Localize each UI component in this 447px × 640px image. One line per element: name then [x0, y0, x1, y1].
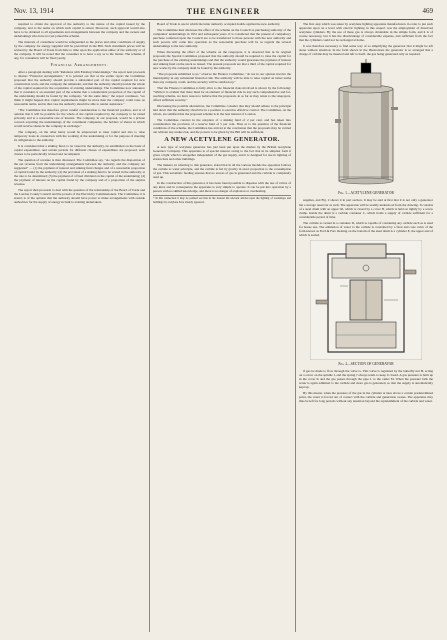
paragraph: The Committee then discusses the effect of the scheme on the Council as purchasing authority of the companies' undertakings in 1931 and subsequent years. It is considered that the present of compulsory purchase conferred upon the Council are to be transferred to those persons with the new authority and such powers will come into operation as the reasonable purchase will be as regards the several undertakings to the new authority. — [153, 27, 291, 49]
column-divider — [149, 22, 150, 632]
generator-illustration — [331, 59, 401, 189]
column-divider — [295, 22, 296, 632]
paragraph: The question of revenue is then discussed. The Committee say, "As regards the disposition of the net revenue from the undertaking arrangements between the authority and the company are suggested" — (1) the payment of interest and sinking fund charges and of a reasonable proportion of capital found by the authority; (2) the provision of a sinking fund to be vested in the authority, at the rate to be determined; (3) the payment of a fixed dividend on the capital of the undertaking; (4) the payment of interest on the capital found by the company and of a proportion of the surplus revenue. — [14, 157, 145, 187]
paragraph: The interests of consumers would be safeguarded as the prices and other conditions of supply by the company for energy supplied will be prescribed in the Bill. Such maximum prices will be revised by the Board of Trade from time to time upon the application either of the authority or of the company. It will be noted that the consumer is to have a say as to the matter. The scheme, if any, for consumers will be fixed yearly. — [14, 39, 145, 61]
paragraph: supplies, and Fig. 2 shows it in part section. It may be said at first that it is not only a generator but a storage reservoir as well. The apparatus will be readily understood from the drawing. It consists of a steel drum with an upper lid, which is closed by a cover B, which is held on tightly by a screw clamp. Inside the drum is a carbide container C, which holds a supply of carbide sufficient for a considerable period of time. — [299, 198, 433, 219]
paragraph: It is considered that a sinking fund, to be vested in the authority, be established on the basis of capital expenditure, and certain periods for different classes of expenditure are proposed, such classes to be periodically revised and recomputed. — [14, 143, 145, 157]
paragraph: Discussing the possible alternatives, the Committee consider that they should adhere to the principle laid down that the authority should be in a position to exercise effective control. The Committee, on the whole, are satisfied that the proposed scheme is in the best interest of London. — [153, 103, 291, 116]
figure-1-generator-exterior — [331, 59, 401, 189]
paragraph: By this means, when the pressure of the gas in the cylinder A rises above a certain predetermined point, the water is forced out of contact with the carbide and generation ceases. The apparatus may thus be left for long periods without any attention beyond the replenishment of the carbide and water. — [299, 391, 433, 404]
figure-1-caption: Fig. 1—ACETYLENE GENERATOR — [338, 191, 394, 196]
paragraph: It was therefore necessary to find some way of so simplifying the generator that it might be left alone without attention. In the form shown in the illustrations the generator is so arranged that a charge of carbide may be inserted and left to itself, the gas being generated only as required. — [299, 44, 433, 57]
paragraph: required to obtain the approval of the authority to the nature of the capital issued by the company, and to the terms on which such capital is raised. Moreover, such approval would also have to be obtained to all agreements and arrangements between the company and the owners and undertakings who have not yet joined the scheme. — [14, 22, 145, 39]
journal-title: THE ENGINEER — [186, 7, 261, 16]
paragraph: When discussing the effect of the scheme on the ratepayers, it is observed that in its original proposals the Special Committee proposed that the authority should be required to raise the capital for the purchase of the existing undertakings and that the authority would guarantee the payment of interest and sinking fund on the stock so issued. The present proposals are that a third of the capital required for new works by the company shall be found by the authority. — [153, 49, 291, 71]
paragraph: The report then proceeds to deal with the question of the relationship of the Board of Trade and the London County Council and the powers of the Electricity Commissioners. The Committee, it is stated, is of the opinion that the authority should have power to make arrangements with outside authorities for the supply of energy in bulk to existing undertakers. — [14, 188, 145, 205]
section-drawing — [310, 240, 422, 360]
paragraph: Board of Trade is one in which the latter authority occupied double against the new authority. — [157, 22, 281, 26]
paragraph: The carbide is carried in a container D, which is capable of containing any carbide such as is used for house use. The admission of water to the carbide is controlled by a float and cone valve of the form known as Ford & Farr. Resting on the bottom of the steel drum is a cylinder E, the upper end of which is sealed. — [299, 220, 433, 237]
paragraph: The makers, in referring to this generator, stated that in all the various models the apparatus follows the carbide to water principle, and the carbide is fed by gravity in exact proportion to the consumption of gas. This automatic feeding ensures that no excess of gas is generated and the carbide is completely used up. — [153, 162, 291, 180]
column-2 — [153, 22, 291, 632]
header-rule — [14, 19, 433, 20]
footnote: * In this connection it may be pointed out that in the Journal the relevant articles upon the lighting of workshops and buildings by acetylene have already appeared. — [153, 197, 291, 204]
page-header — [14, 7, 433, 17]
paragraph: The company, on the other hand, would be empowered to raise capital and also to raise temporary loans in connection with the working of the undertaking or for the purpose of meeting its obligations to the authority. — [14, 130, 145, 143]
paragraph: In the construction of this generator, it has been found possible to dispense with the use of valves of any kind, and in consequence the apparatus is very simple to operate. It can be put into operation by a person with no skilled knowledge, and there is no danger of explosion or overheating. — [153, 180, 291, 194]
figure-2-section-drawing — [310, 240, 422, 360]
paragraph: That the Finance Committee is fully alive to the financial risks involved is shown by the following: "While it is evident that there must be an element of financial risk in any such comprehensive and far-reaching scheme, we have reason to believe that the proposals, in so far as they relate to the ratepayers, afford sufficient security." — [153, 85, 291, 102]
section-heading: Financial Arrangements. — [50, 62, 109, 68]
paragraph: The first step which was taken by acetylene lighting apparatus manufacturers in order to put such apparatus upon on a level with electric lighting in this respect was the employment of dissolved acetylene cylinders. By the use of these gas is always obtainable in the simple form, and it is of course necessary, but it has the disadvantage of considerable expense, and sufficient from the fact that the cylinders could not be recharged at home. — [299, 22, 433, 43]
issue-date: Nov. 13, 1914 — [14, 7, 54, 15]
page-number: 469 — [422, 7, 433, 15]
paragraph: "The Committee has therefore given careful consideration to the financial position, and is of opinion that it will be possible for the whole of the capital required by the company to be raised privately and at a reasonable rate of interest. The company, in our proposal, would be a private concern acquiring the undertakings of the constituent companies, the holders of shares in which would receive shares in the company in exchange." — [14, 107, 145, 129]
paragraph: A new type of acetylene generator has just been put upon the market by the British Acetylene Generator Company. This apparatus is of special interest owing to the fact that in its simplest form it gives a light which is altogether independent of the gas supply, and it is designed for use in lighting of station huts and other buildings. — [153, 145, 291, 162]
column-1 — [14, 22, 145, 632]
paragraph: "The proposals submitted to us," observe the Finance Committee, "do not in our opinion involve the municipality in any substantial financial risk. The authority will be able to raise capital on better terms than any company could, and the security will be satisfactory." — [153, 71, 291, 84]
paragraph: if gas be made to flow through the valve G. This valve is regulated by the butterfly nut H, acting on a screw on the spindle I, and the spring J always tends to keep it closed. A gas pressure is built up in the cover K and the gas passes through the pipe L to the outlet M. When the pressure falls the water is again admitted to the carbide and more gas is generated, so that the supply is automatically kept up. — [299, 368, 433, 390]
paragraph: After a paragraph dealing with "Relations with Existing Undertakings," the report next proceeds to discuss "Financial Arrangements." It is pointed out that as the earlier report the Committee proposed that the authority should provide a substantial part of the capital required for new construction work, and the company the remainder, and that the authority should provide the whole of the capital required for the acquisition of existing undertakings. The Committee now announce that it considers it an essential part of the scheme that a considerable proportion of the capital of the undertaking should be found by the company. "At the same time," the report continues, "we think it might happen that capital requirements might be more than the company could raise on reasonable terms, and in that case the authority should be able to render assistance." — [14, 69, 145, 107]
column-3 — [299, 22, 433, 632]
article-title: A NEW ACETYLENE GENERATOR. — [164, 135, 280, 143]
figure-2-caption: Fig. 2—SECTION OF GENERATOR — [338, 361, 394, 366]
paragraph: The Committee concurs in the adoption of a sinking fund of 2 per cent. and has taken into consideration the provision of a reserve fund of 5 per cent. Thus as to the question of the financial conditions of the scheme, the Committee has arrived at the conclusion that the proposals may be carried out without any undue risk, and the powers to be given by the Bill will be sufficient. — [153, 117, 291, 134]
